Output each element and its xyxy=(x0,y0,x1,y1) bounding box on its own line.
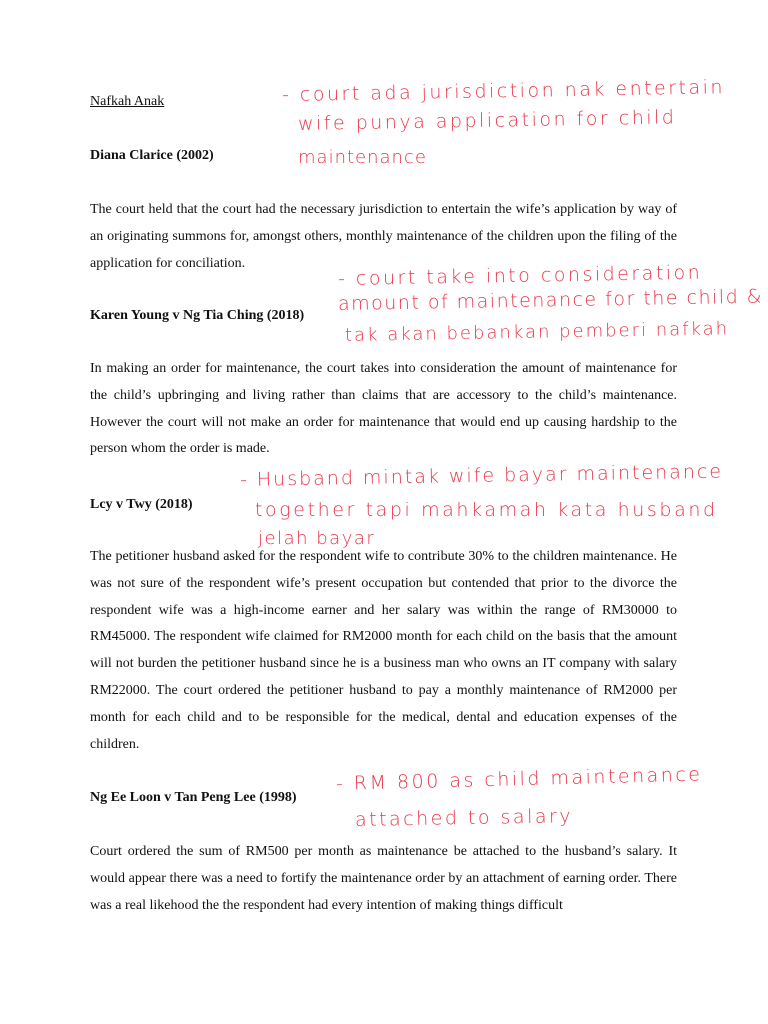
case-heading-karen-young: Karen Young v Ng Tia Ching (2018) xyxy=(90,308,305,323)
case-heading-diana-clarice: Diana Clarice (2002) xyxy=(90,148,214,163)
case-heading-lcy-v-twy: Lcy v Twy (2018) xyxy=(90,497,193,512)
handwritten-note-2-line-3: tak akan bebankan pemberi nafkah xyxy=(344,318,730,346)
case-text-diana-clarice: The court held that the court had the necessary jurisdiction to entertain the wife’s application by way of an originating summons for, amongst others, monthly maintenance of the children upon the filing of the application for conciliation. xyxy=(90,202,677,271)
case-text-ng-ee-loon: Court ordered the sum of RM500 per month as maintenance be attached to the husband’s salary. It would appear there was a need to fortify the maintenance order by an attachment of earning order. There was a real likehood the the respondent had every intention of making things difficult xyxy=(90,844,677,913)
case-text-karen-young: In making an order for maintenance, the court takes into consideration the amount of maintenance for the child’s upbringing and living rather than claims that are accessory to the child’s maintenance. However the court will not make an order for maintenance that would end up causing hardship to the person whom the order is made. xyxy=(90,361,677,457)
handwritten-note-3-line-2: together tapi mahkamah kata husband xyxy=(255,499,718,521)
handwritten-note-2-line-2: amount of maintenance for the child & xyxy=(337,285,764,315)
section-title: Nafkah Anak xyxy=(90,94,165,109)
handwritten-note-1-line-1: - court ada jurisdiction nak entertain xyxy=(281,76,726,106)
case-heading-ng-ee-loon: Ng Ee Loon v Tan Peng Lee (1998) xyxy=(90,790,297,805)
handwritten-note-2-line-1: - court take into consideration xyxy=(337,261,703,290)
handwritten-note-3-line-3: jelah bayar xyxy=(258,528,376,549)
handwritten-note-4-line-2: attached to salary xyxy=(354,805,574,831)
handwritten-note-1-line-3: maintenance xyxy=(298,147,427,168)
handwritten-note-3-line-1: - Husband mintak wife bayar maintenance xyxy=(239,460,724,491)
case-text-lcy-v-twy: The petitioner husband asked for the respondent wife to contribute 30% to the children maintenance. He was not sure of the respondent wife’s present occupation but contended that prior to the divorce the respondent wife was a high-income earner and her salary was within the range of RM30000 to RM45000. The respondent wife claimed for RM2000 month for each child on the basis that the amount will not burden the petitioner husband since he is a business man who owns an IT company with salary RM22000. The court ordered the petitioner husband to pay a monthly maintenance of RM2000 per month for each child and to be responsible for the medical, dental and education expenses of the children. xyxy=(90,549,677,752)
handwritten-note-4-line-1: - RM 800 as child maintenance xyxy=(335,763,703,795)
handwritten-note-1-line-2: wife punya application for child xyxy=(297,106,677,135)
